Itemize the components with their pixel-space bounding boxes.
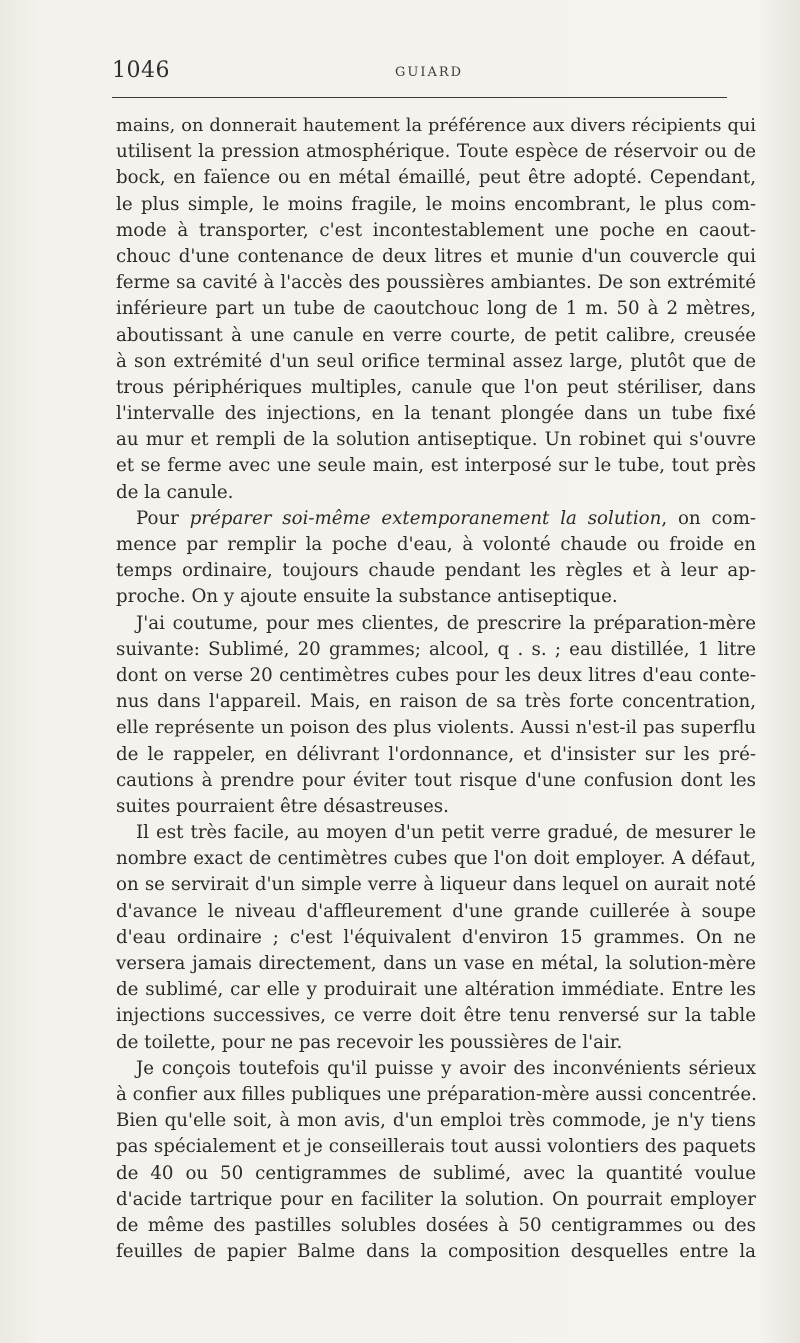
text-line: bock, en faïence ou en métal émaillé, peut être adopté. Cependant, xyxy=(116,167,756,189)
text-line: J'ai coutume, pour mes clientes, de prescrire la préparation-mère xyxy=(136,612,756,634)
text-line: dont on verse 20 centimètres cubes pour les deux litres d'eau conte- xyxy=(116,664,756,686)
text-line: et se ferme avec une seule main, est interposé sur le tube, tout près xyxy=(116,455,756,477)
text-line: de 40 ou 50 centigrammes de sublimé, avec la quantité voulue xyxy=(116,1162,756,1184)
text-line: feuilles de papier Balme dans la composition desquelles entre la xyxy=(116,1241,756,1263)
text-line: au mur et rempli de la solution antiseptique. Un robinet qui s'ouvre xyxy=(116,429,756,451)
text-line: mains, on donnerait hautement la préférence aux divers récipients qui xyxy=(116,116,756,136)
text-line: d'avance le niveau d'affleurement d'une grande cuillerée à soupe xyxy=(116,900,756,922)
text-run: Pour xyxy=(136,507,190,529)
text-line: de toilette, pour ne pas recevoir les poussières de l'air. xyxy=(116,1031,623,1053)
text-run: , on com- xyxy=(661,507,756,529)
text-line: de la canule. xyxy=(116,481,234,503)
text-line: ferme sa cavité à l'accès des poussières ambiantes. De son extrémité xyxy=(116,272,756,294)
text-line: de le rappeler, en délivrant l'ordonnance, et d'insister sur les pré- xyxy=(116,743,756,765)
text-line: à confier aux filles publiques une préparation-mère aussi concentrée. xyxy=(116,1083,757,1105)
text-line: à son extrémité d'un seul orifice terminal assez large, plutôt que de xyxy=(116,350,756,372)
text-line: inférieure part un tube de caoutchouc long de 1 m. 50 à 2 mètres, xyxy=(116,298,756,320)
text-line: temps ordinaire, toujours chaude pendant les règles et à leur ap- xyxy=(116,560,756,582)
text-line: elle représente un poison des plus violents. Aussi n'est-il pas superflu xyxy=(116,717,756,739)
text-line: injections successives, ce verre doit être tenu renversé sur la table xyxy=(116,1005,756,1027)
text-line: Il est très facile, au moyen d'un petit verre gradué, de mesurer le xyxy=(136,822,756,844)
text-line: de même des pastilles solubles dosées à 50 centigrammes ou des xyxy=(116,1214,756,1236)
paragraph-5 xyxy=(116,1056,756,1266)
text-line: chouc d'une contenance de deux litres et munie d'un couvercle qui xyxy=(116,245,756,267)
text-line xyxy=(116,506,756,532)
page-header xyxy=(112,56,727,94)
text-line: versera jamais directement, dans un vase en métal, la solution-mère xyxy=(116,953,756,974)
text-line: suivante: Sublimé, 20 grammes; alcool, q . s. ; eau distillée, 1 litre xyxy=(116,638,756,660)
body-text xyxy=(116,113,756,1265)
text-line: proche. On y ajoute ensuite la substance antiseptique. xyxy=(116,586,618,608)
text-line: d'eau ordinaire ; c'est l'équivalent d'environ 15 grammes. On ne xyxy=(116,926,756,948)
text-line: mence par remplir la poche d'eau, à volonté chaude ou froide en xyxy=(116,534,756,555)
text-line: on se servirait d'un simple verre à liqueur dans lequel on aurait noté xyxy=(116,874,756,896)
italic-phrase: préparer soi-même extemporanement la solution xyxy=(189,507,662,529)
text-line: nombre exact de centimètres cubes que l'on doit employer. A défaut, xyxy=(116,848,756,870)
running-head: GUIARD xyxy=(395,65,464,80)
text-line: mode à transporter, c'est incontestablement une poche en caout- xyxy=(116,219,756,241)
text-line: nus dans l'appareil. Mais, en raison de sa très forte concentration, xyxy=(116,691,756,713)
text-line: Bien qu'elle soit, à mon avis, d'un emploi très commode, je n'y tiens xyxy=(116,1110,756,1132)
text-line: pas spécialement et je conseillerais tout aussi volontiers des paquets xyxy=(116,1136,756,1158)
header-rule xyxy=(112,97,727,98)
text-line: utilisent la pression atmosphérique. Toute espèce de réservoir ou de xyxy=(116,141,756,163)
paragraph-4 xyxy=(116,820,756,1056)
text-line: d'acide tartrique pour en faciliter la solution. On pourrait employer xyxy=(116,1188,756,1210)
text-line: trous périphériques multiples, canule que l'on peut stériliser, dans xyxy=(116,376,756,398)
text-line: le plus simple, le moins fragile, le moins encombrant, le plus com- xyxy=(116,193,756,215)
text-line: Je conçois toutefois qu'il puisse y avoir des inconvénients sérieux xyxy=(136,1057,756,1079)
text-line: aboutissant à une canule en verre courte, de petit calibre, creusée xyxy=(116,324,756,346)
text-line: l'intervalle des injections, en la tenant plongée dans un tube fixé xyxy=(116,403,756,425)
text-line: de sublimé, car elle y produirait une altération immédiate. Entre les xyxy=(116,979,756,1001)
paragraph-3 xyxy=(116,611,756,821)
paragraph-1 xyxy=(116,113,756,506)
page-number: 1046 xyxy=(112,58,170,83)
text-line: suites pourraient être désastreuses. xyxy=(116,795,449,817)
text-line: cautions à prendre pour éviter tout risque d'une confusion dont les xyxy=(116,769,756,791)
paragraph-2 xyxy=(116,506,756,611)
